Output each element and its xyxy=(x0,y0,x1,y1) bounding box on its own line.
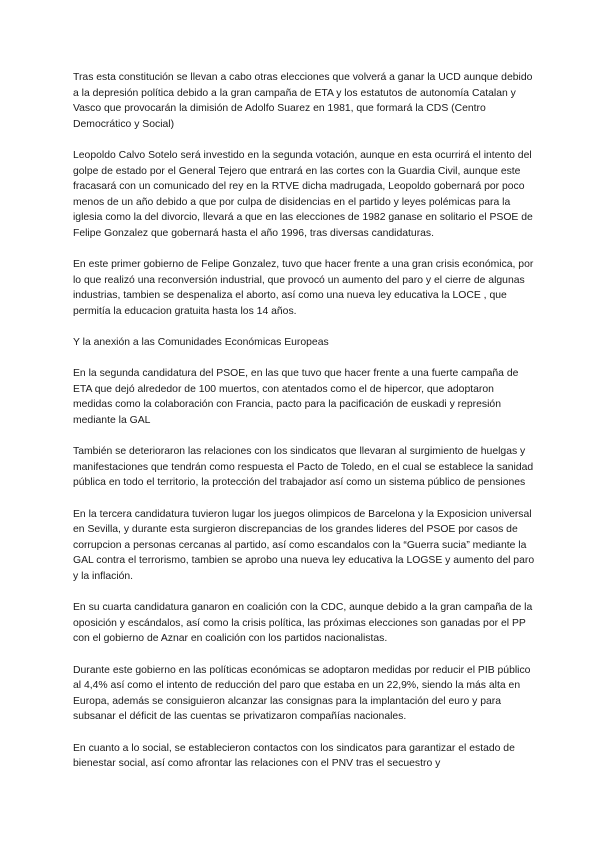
paragraph-10: En cuanto a lo social, se establecieron contactos con los sindicatos para garantizar el estado de bienestar social, así como afrontar las relaciones con el PNV tras el secuestro y xyxy=(73,742,515,770)
paragraph-8: En su cuarta candidatura ganaron en coalición con la CDC, aunque debido a la gran campaña de la oposición y escándalos, así como la crisis política, las próximas elecciones son ganadas por el PP con el gobierno de Aznar en coalición con los partidos nacionalistas. xyxy=(73,602,533,645)
paragraph-1: Tras esta constitución se llevan a cabo otras elecciones que volverá a ganar la UCD aunque debido a la depresión política debido a la gran campaña de ETA y los estatutos de autonomía Catalan y Vasco que provocarán la dimisión de Adolfo Suarez en 1981, que formará la CDS (Centro Democrático y Social) xyxy=(73,72,533,130)
paragraph-4: Y la anexión a las Comunidades Económicas Europeas xyxy=(73,337,329,349)
paragraph-3: En este primer gobierno de Felipe Gonzalez, tuvo que hacer frente a una gran crisis económica, por lo que realizó una reconversión industrial, que provocó un aumento del paro y el cierre de algunas industrias, tambien se despenaliza el aborto, así como una nueva ley educativa la LOCE , que permitía la educacion gratuita hasta los 14 años. xyxy=(73,259,534,317)
paragraph-2: Leopoldo Calvo Sotelo será investido en la segunda votación, aunque en esta ocurrirá el intento del golpe de estado por el General Tejero que entrará en las cortes con la Guardia Civil, aunque este fracasará con un comunicado del rey en la RTVE dicha madrugada, Leopoldo gobernará por poco menos de un año debido a que por culpa de disidencias en el partido y leyes polémicas para la iglesia como la del divorcio, llevará a que en las elecciones de 1982 ganase en solitario el PSOE de Felipe Gonzalez que gobernará hasta el año 1996, tras diversas candidaturas. xyxy=(73,149,533,239)
paragraph-6: También se deterioraron las relaciones con los sindicatos que llevaran al surgimiento de huelgas y manifestaciones que tendrán como respuesta el Pacto de Toledo, en el cual se establece la sanidad pública en todo el territorio, la protección del trabajador así como un sistema público de pensiones xyxy=(73,446,534,489)
paragraph-9: Durante este gobierno en las políticas económicas se adoptaron medidas por reducir el PIB público al 4,4% así como el intento de reducción del paro que estaba en un 22,9%, siendo la más alta en Europa, además se consiguieron alcanzar las consignas para la implantación del euro y para subsanar el déficit de las cuentas se privatizaron compañías nacionales. xyxy=(73,664,531,723)
paragraph-5: En la segunda candidatura del PSOE, en las que tuvo que hacer frente a una fuerte campaña de ETA que dejó alrededor de 100 muertos, con atentados como el de hipercor, que adoptaron medidas como la colaboración con Francia, pacto para la pacificación de euskadi y represión mediante la GAL xyxy=(73,368,519,427)
document-body xyxy=(73,70,535,787)
paragraph-7: En la tercera candidatura tuvieron lugar los juegos olimpicos de Barcelona y la Exposicion universal en Sevilla, y durante esta surgieron discrepancias de los grandes lideres del PSOE por casos de corrupcion a personas cercanas al partido, así como escandalos con la “Guerra sucia” mediante la GAL contra el terrorismo, tambien se aprobo una nueva ley educativa la LOGSE y aumento del paro y la inflación. xyxy=(73,508,535,582)
